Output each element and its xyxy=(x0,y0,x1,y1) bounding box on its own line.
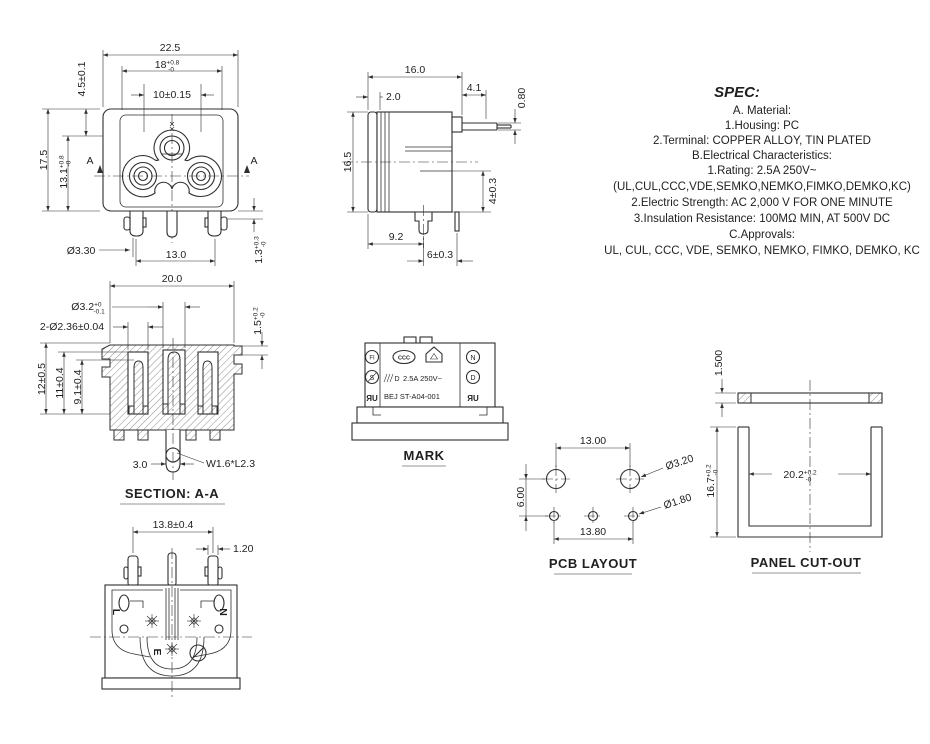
terminal-label-n: N xyxy=(217,608,229,616)
section-arrow-right xyxy=(244,165,250,173)
front-view xyxy=(38,42,268,266)
dim-pin-spacing: 6±0.3 xyxy=(426,249,454,261)
pcb-dimensions xyxy=(515,435,695,544)
bottom-pins xyxy=(124,553,222,586)
vde-d-glyph: D xyxy=(394,376,400,383)
terminal-label-l: L xyxy=(110,608,122,616)
side-terminal-pin xyxy=(462,123,511,130)
dim-outer-slots: 2-Ø2.36±0.04 xyxy=(39,321,105,333)
ccc-letters: CCC xyxy=(398,355,410,362)
mark-view xyxy=(352,337,508,466)
spec-line: C.Approvals: xyxy=(729,229,795,241)
dim-top-pitch: 13.00 xyxy=(579,435,607,447)
dim-overall-height: 17.5 xyxy=(38,149,50,171)
knurl-star-n xyxy=(187,614,201,628)
dim-top-offset: 4.5±0.1 xyxy=(76,61,88,97)
mark-rating: 2.5A 250V~ xyxy=(403,374,442,383)
spec-line: A. Material: xyxy=(732,105,792,117)
dim-step: 4±0.3 xyxy=(487,177,499,205)
dim-tab: $1.5^{+0.2}-0$ xyxy=(252,307,267,335)
dim-big-hole: Ø3.20 xyxy=(664,452,696,473)
mark-base-lower xyxy=(352,423,508,440)
pcb-big-holes xyxy=(542,465,644,493)
mark-part-no: BEJ ST-A04-001 xyxy=(384,392,440,401)
dim-pin-length: 4.1 xyxy=(466,82,482,94)
mark-title: MARK xyxy=(403,448,445,463)
dim-panel-thickness: 1.500 xyxy=(713,349,725,377)
spec-line: 3.Insulation Resistance: 100MΩ MIN, AT 500V DC xyxy=(633,213,891,225)
dim-opening-height: $13.1^{+0.8}-0$ xyxy=(58,155,73,189)
dim-overall-width: 22.5 xyxy=(159,42,181,54)
knurl-star-l xyxy=(145,614,159,628)
dim-flange-width: $18^{+0.8}$ -0 xyxy=(154,59,180,74)
bottom-view xyxy=(90,519,254,700)
spec-line: 1.Housing: PC xyxy=(724,120,800,132)
spec-line: (UL,CUL,CCC,VDE,SEMKO,NEMKO,FIMKO,DEMKO,KC) xyxy=(613,181,911,193)
bottom-body xyxy=(105,585,237,678)
ul-recognized-mark: ЯU xyxy=(467,394,479,403)
spec-title: SPEC: xyxy=(714,84,760,101)
panel-cutout-view xyxy=(705,350,882,573)
dim-depth-inner: 9.1±0.4 xyxy=(72,369,84,405)
dim-cutout-width: $20.2^{+0.2}$ -0 xyxy=(783,469,817,484)
section-arrow-left xyxy=(97,165,103,173)
side-top-tab xyxy=(452,117,462,132)
dim-boss-dia: Ø3.30 xyxy=(66,245,96,257)
semko-letter: S xyxy=(369,375,375,382)
dim-pin-pitch: 10±0.15 xyxy=(153,89,191,101)
pcb-small-holes xyxy=(545,507,642,525)
spec-line: UL, CUL, CCC, VDE, SEMKO, NEMKO, FIMKO, DEMKO, KC xyxy=(604,245,920,257)
section-title: SECTION: A-A xyxy=(124,486,220,501)
front-mount-pins xyxy=(124,211,227,237)
demko-letter: D xyxy=(470,375,476,382)
dim-pin-thickness: 0.80 xyxy=(516,87,528,109)
dim-depth-mid: 11±0.4 xyxy=(54,367,66,399)
section-pin-center xyxy=(168,352,180,414)
spec-line: B.Electrical Characteristics: xyxy=(692,150,832,162)
dim-depth-total: 12±0.5 xyxy=(36,362,48,396)
dim-small-hole: Ø1.80 xyxy=(662,491,694,512)
spec-line: 2.Terminal: COPPER ALLOY, TIN PLATED xyxy=(653,135,871,147)
slot-note: W1.6*L2.3 xyxy=(206,458,256,470)
dim-stem-offset: 3.0 xyxy=(132,459,148,471)
dim-center-slot: $Ø3.2^{+0}$ -0.1 xyxy=(71,301,105,316)
bottom-dimensions xyxy=(133,519,254,555)
pcb-layout-view xyxy=(515,435,695,574)
pcb-layout-title: PCB LAYOUT xyxy=(548,556,638,571)
dim-bottom-pitch: 13.80 xyxy=(579,526,607,538)
dim-cutout-height: $16.7^{+0.2}-0$ xyxy=(705,464,720,498)
bottom-base xyxy=(102,678,240,689)
section-pin-left xyxy=(134,361,143,414)
dim-section-width: 20.0 xyxy=(161,273,183,285)
side-solder-pin xyxy=(455,212,459,231)
dim-boss-pitch: 13.0 xyxy=(165,249,187,261)
dim-height: 16.5 xyxy=(342,151,354,173)
dim-pin-step: $1.3^{+0.3}-0$ xyxy=(253,236,268,264)
ul-recognized-mark: ЯU xyxy=(366,394,378,403)
section-pin-right xyxy=(203,361,212,414)
side-view xyxy=(342,64,528,266)
panel-dimensions xyxy=(705,350,871,537)
spec-line: 1.Rating: 2.5A 250V~ xyxy=(707,165,817,177)
dim-pin-pos: 9.2 xyxy=(388,231,404,243)
nemko-letter: N xyxy=(470,355,476,362)
section-label-left: A xyxy=(86,155,94,167)
panel-cutout-title: PANEL CUT-OUT xyxy=(750,555,862,570)
fimko-letters: FI xyxy=(369,355,375,362)
section-label-right: A xyxy=(250,155,258,167)
terminal-label-e: E xyxy=(151,648,163,656)
dim-bottom-pin-pitch: 13.8±0.4 xyxy=(152,519,194,531)
dim-row-spacing: 6.00 xyxy=(515,486,527,508)
dim-flange-thickness: 2.0 xyxy=(386,91,401,103)
dim-bottom-pin-width: 1.20 xyxy=(233,543,254,555)
spec-line: 2.Electric Strength: AC 2,000 V FOR ONE MINUTE xyxy=(631,197,893,209)
spec-block xyxy=(604,84,920,257)
section-view xyxy=(36,273,268,504)
dim-depth: 16.0 xyxy=(404,64,426,76)
